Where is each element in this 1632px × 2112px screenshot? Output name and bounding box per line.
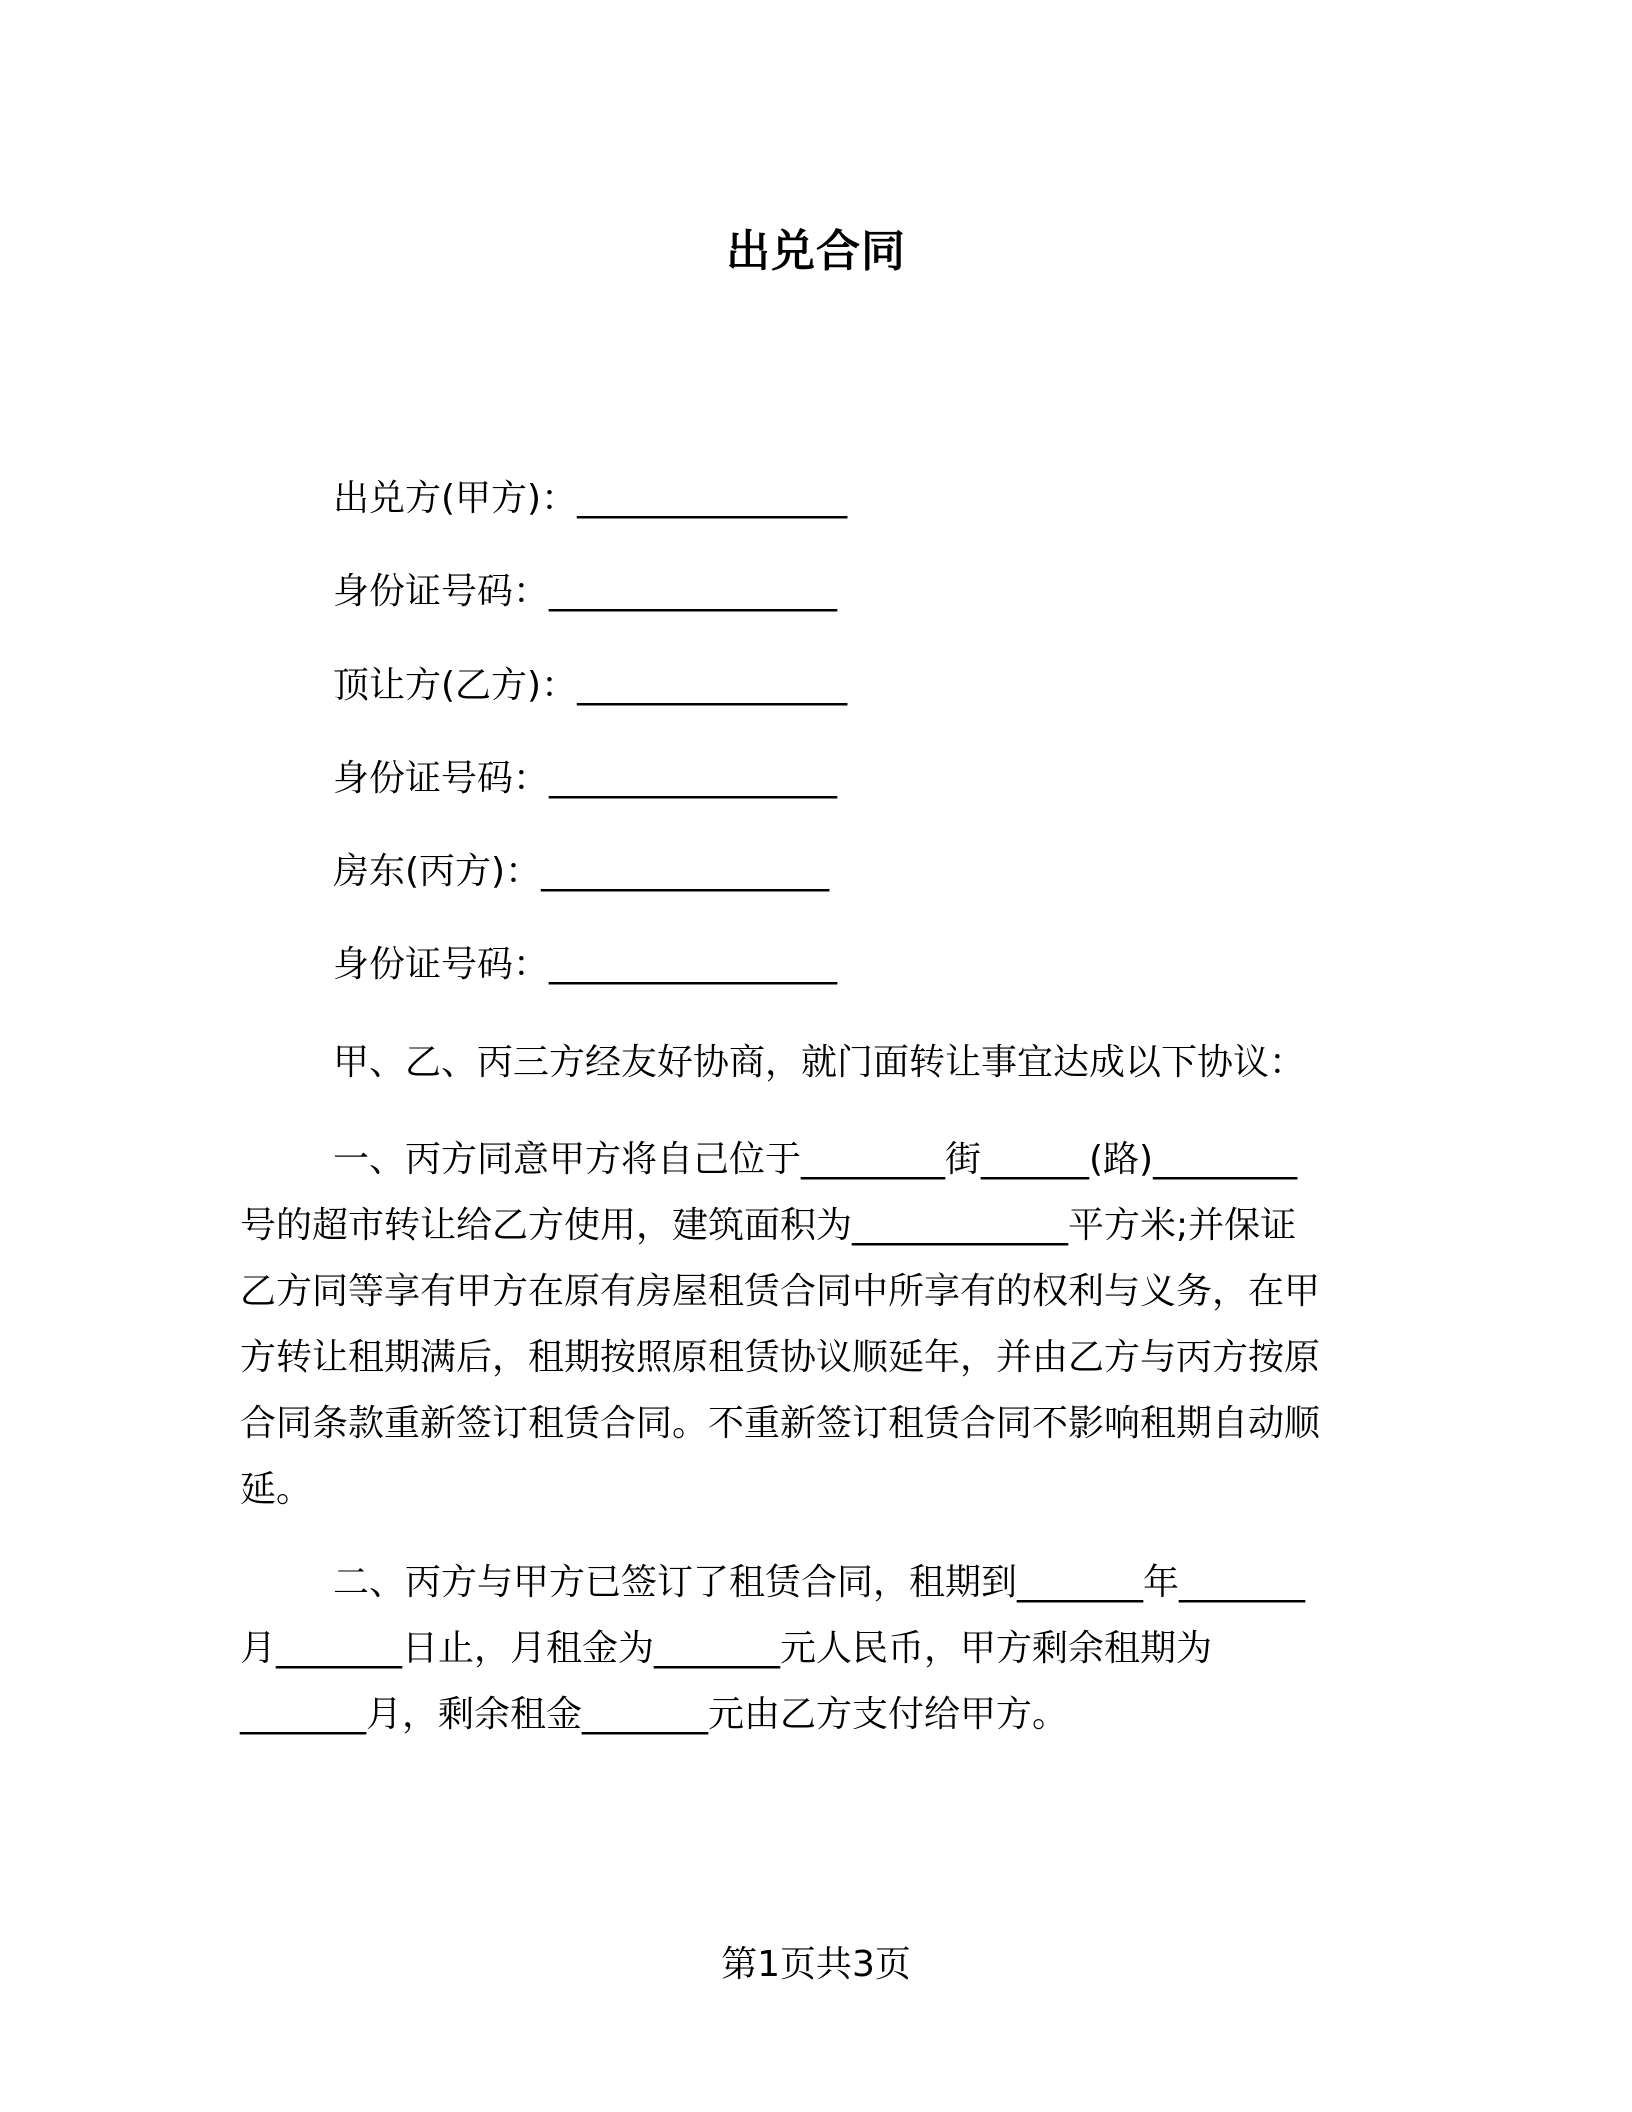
field-landlord: 房东(丙方)：________________ (333, 851, 830, 892)
field-transferor: 出兑方(甲方)：_______________ (333, 478, 848, 519)
clause-1-line: 号的超市转让给乙方使用，建筑面积为____________平方米;并保证 (240, 1205, 1297, 1246)
clause-2-line: _______月，剩余租金_______元由乙方支付给甲方。 (240, 1694, 1069, 1735)
clause-1-line: 方转让租期满后，租期按照原租赁协议顺延年，并由乙方与丙方按原 (240, 1337, 1321, 1378)
field-transferor-id: 身份证号码：________________ (333, 571, 838, 612)
document-title: 出兑合同 (726, 226, 906, 277)
page-number: 第1页共3页 (721, 1944, 911, 1985)
clause-1-line: 乙方同等享有甲方在原有房屋租赁合同中所享有的权利与义务，在甲 (240, 1271, 1321, 1312)
field-transferee-id: 身份证号码：________________ (333, 758, 838, 799)
clause-1-line: 一、丙方同意甲方将自己位于________街______(路)________ (333, 1139, 1298, 1180)
field-landlord-id: 身份证号码：________________ (333, 944, 838, 985)
clause-2 (240, 1550, 1380, 1748)
clause-2-line: 二、丙方与甲方已签订了租赁合同，租期到_______年_______ (333, 1562, 1306, 1603)
clause-2-line: 月_______日止，月租金为_______元人民币，甲方剩余租期为 (240, 1628, 1213, 1669)
field-transferee: 顶让方(乙方)：_______________ (333, 665, 848, 706)
clause-1 (240, 1127, 1380, 1523)
clause-1-line: 延。 (240, 1469, 313, 1510)
clause-1-line: 合同条款重新签订租赁合同。不重新签订租赁合同不影响租期自动顺 (240, 1403, 1321, 1444)
agreement-intro: 甲、乙、丙三方经友好协商，就门面转让事宜达成以下协议： (333, 1042, 1306, 1083)
